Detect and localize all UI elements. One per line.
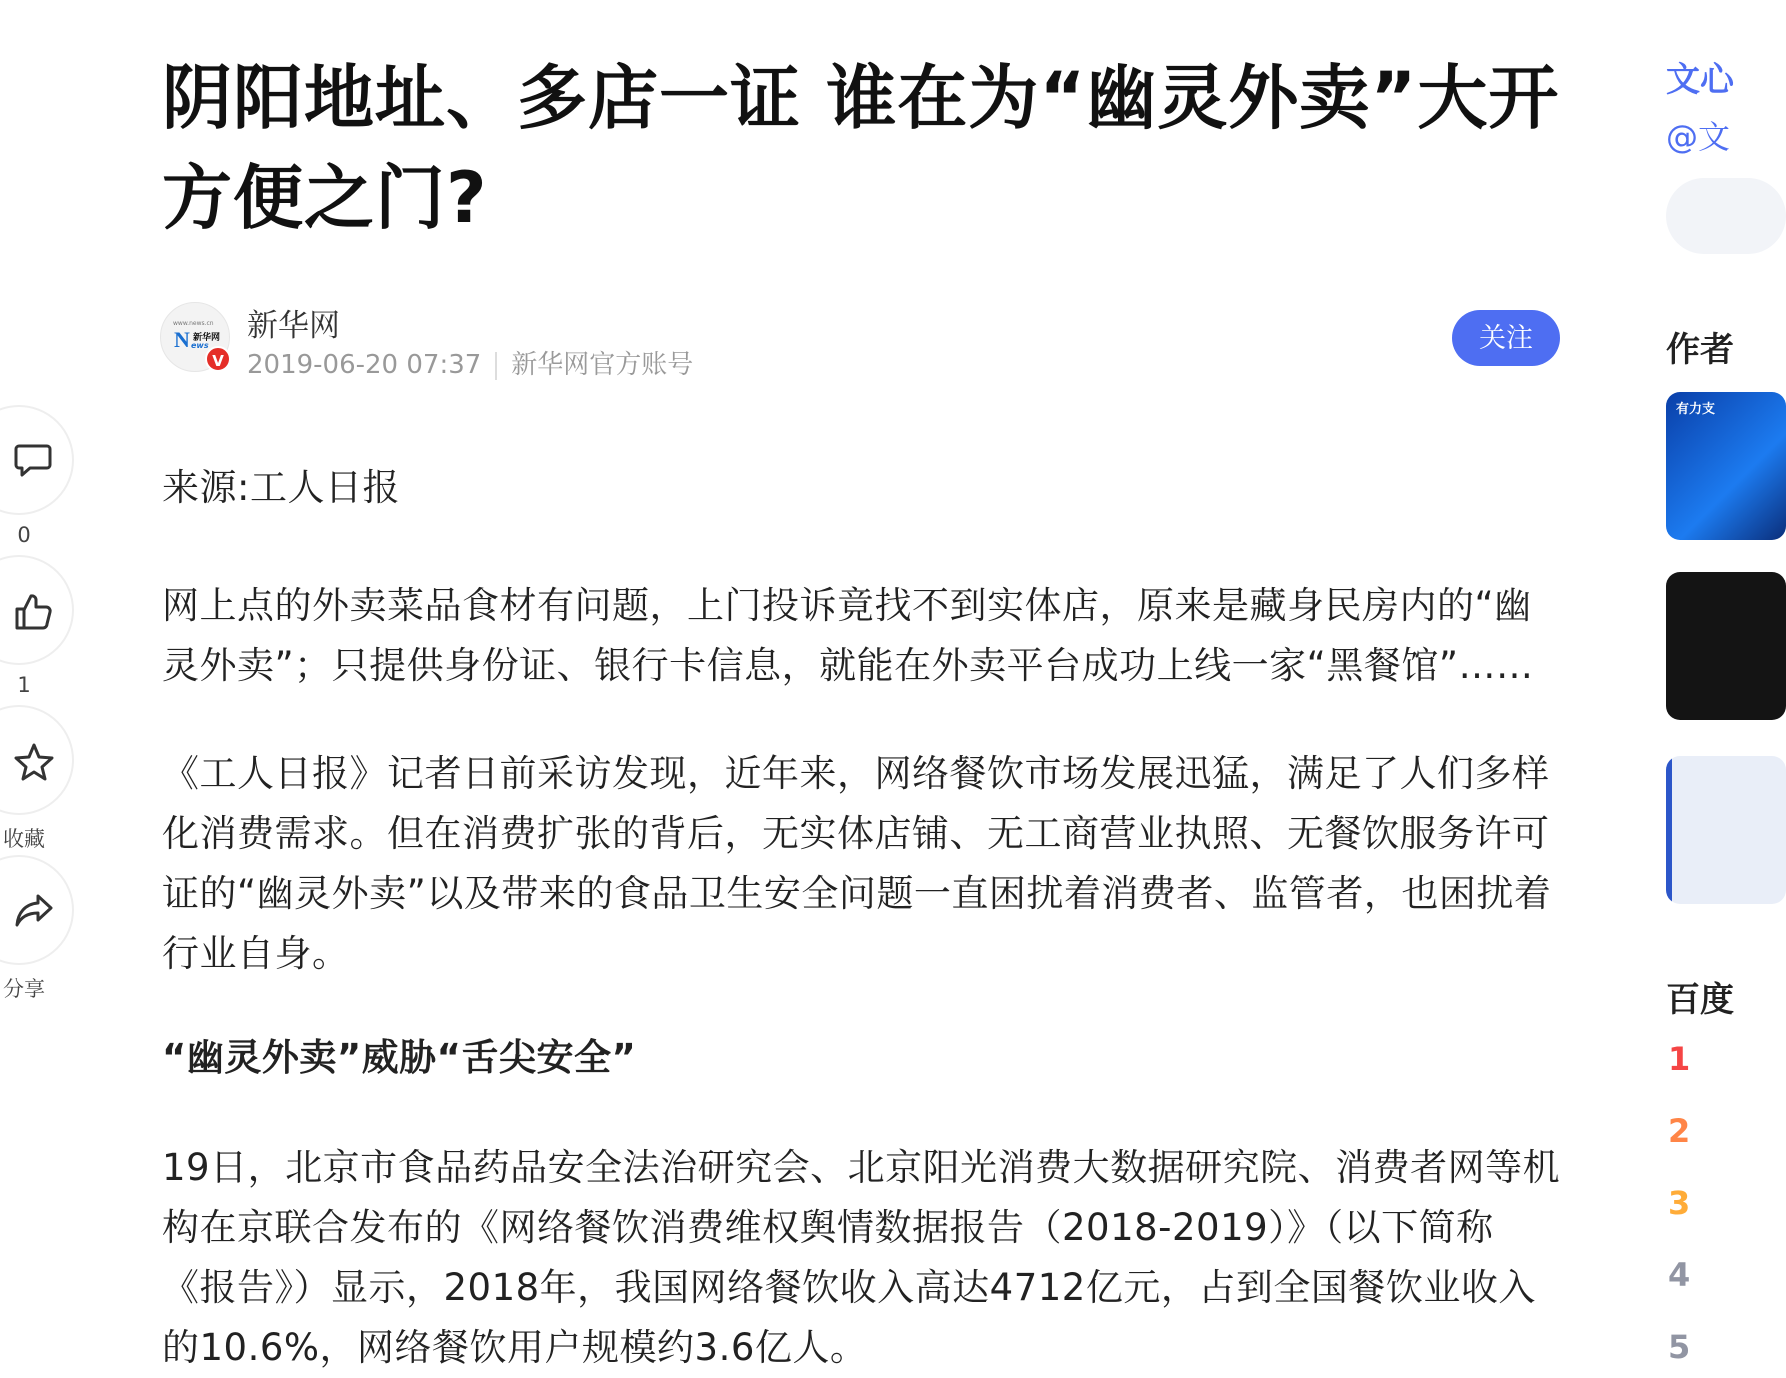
star-icon bbox=[14, 743, 54, 781]
publish-date: 2019-06-20 07:37 bbox=[247, 350, 482, 380]
comment-count: 0 bbox=[17, 523, 31, 547]
sidebar-pill-button[interactable] bbox=[1666, 178, 1786, 254]
like-circle[interactable] bbox=[0, 555, 74, 665]
comment-button[interactable] bbox=[0, 405, 76, 555]
verified-badge-icon: V bbox=[205, 346, 231, 372]
comment-circle[interactable] bbox=[0, 405, 74, 515]
sidebar-title[interactable]: 文心 bbox=[1666, 60, 1734, 100]
favorite-label: 收藏 bbox=[3, 827, 45, 851]
hot-list-heading: 百度 bbox=[1666, 980, 1734, 1020]
account-type: 新华网官方账号 bbox=[511, 350, 694, 380]
sidebar-handle[interactable]: @文 bbox=[1666, 118, 1731, 156]
article-paragraph: 网上点的外卖菜品食材有问题，上门投诉竟找不到实体店，原来是藏身民房内的“幽灵外卖”；只提供身份证、银行卡信息，就能在外卖平台成功上线一家“黑餐馆”…… bbox=[162, 584, 1534, 687]
author-name[interactable]: 新华网 bbox=[247, 308, 340, 344]
hot-rank-number[interactable]: 3 bbox=[1668, 1184, 1691, 1222]
share-label: 分享 bbox=[3, 977, 45, 1001]
favorite-circle[interactable] bbox=[0, 705, 74, 815]
author-avatar[interactable] bbox=[160, 302, 230, 372]
hot-rank-number[interactable]: 5 bbox=[1668, 1328, 1691, 1366]
recommended-card[interactable] bbox=[1666, 392, 1786, 540]
like-button[interactable] bbox=[0, 555, 76, 705]
logo-mark-n: N bbox=[174, 327, 190, 352]
author-meta bbox=[247, 344, 693, 381]
logo-small-text: www.news.cn bbox=[173, 320, 214, 327]
hot-rank-number[interactable]: 4 bbox=[1668, 1256, 1691, 1294]
card-caption: 有力支 bbox=[1676, 402, 1716, 417]
article-paragraph: 来源:工人日报 bbox=[162, 466, 400, 509]
favorite-button[interactable] bbox=[0, 705, 76, 855]
article-paragraph: 19日，北京市食品药品安全法治研究会、北京阳光消费大数据研究院、消费者网等机构在京联合发布的《网络餐饮消费维权舆情数据报告（2018-2019）》（以下简称《报告》）显示，2018年，我国网络餐饮收入高达4712亿元，占到全国餐饮业收入的10.6%，网络餐饮用户规模约3.6亿人。 bbox=[162, 1146, 1561, 1369]
recommended-card[interactable] bbox=[1666, 572, 1786, 720]
hot-rank-number[interactable]: 2 bbox=[1668, 1112, 1691, 1150]
share-button[interactable] bbox=[0, 855, 76, 1005]
share-icon bbox=[14, 893, 54, 929]
author-bar bbox=[160, 302, 1560, 382]
author-section-heading: 作者 bbox=[1666, 330, 1734, 370]
logo-mark-ews: ews bbox=[191, 341, 209, 350]
article-title: 阴阳地址、多店一证 谁在为“幽灵外卖”大开方便之门? bbox=[162, 57, 1560, 239]
follow-button[interactable]: 关注 bbox=[1452, 310, 1560, 366]
thumbs-up-icon bbox=[14, 593, 52, 631]
right-sidebar bbox=[1660, 0, 1734, 1372]
article-subheading: “幽灵外卖”威胁“舌尖安全” bbox=[162, 1036, 637, 1079]
hot-rank-number[interactable]: 1 bbox=[1668, 1040, 1691, 1078]
like-count: 1 bbox=[17, 673, 31, 697]
comment-icon bbox=[14, 443, 52, 479]
logo-mark-cn: 新华网 bbox=[193, 333, 221, 343]
meta-divider bbox=[495, 352, 497, 380]
article-paragraph: 《工人日报》记者日前采访发现，近年来，网络餐饮市场发展迅猛，满足了人们多样化消费需求。但在消费扩张的背后，无实体店铺、无工商营业执照、无餐饮服务许可证的“幽灵外卖”以及带来的食品卫生安全问题一直困扰着消费者、监管者，也困扰着行业自身。 bbox=[162, 752, 1552, 975]
recommended-card[interactable] bbox=[1666, 756, 1786, 904]
share-circle[interactable] bbox=[0, 855, 74, 965]
